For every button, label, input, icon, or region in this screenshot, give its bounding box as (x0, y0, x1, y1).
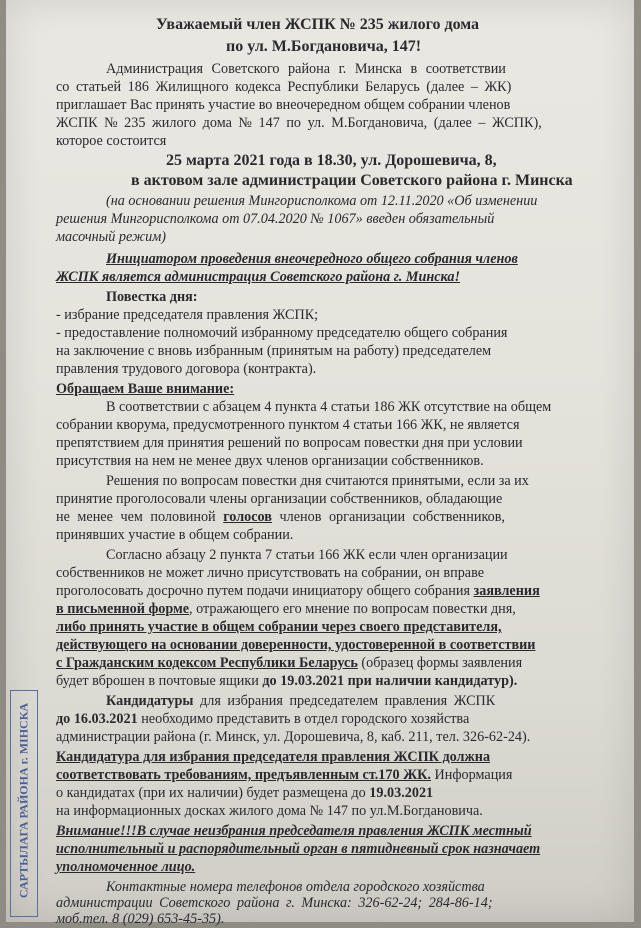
agenda-heading: Повестка дня: (106, 289, 198, 305)
mask-note: (на основании решения Мингорисполкома от 12.11.2020 «Об изменении (106, 193, 538, 209)
title-line-2: по ул. М.Богдановича, 147! (226, 38, 422, 55)
agenda-item: - предоставление полномочий избранному председателю общего собрания (56, 325, 508, 341)
body-line: соответствовать требованиям, предъявленным ст.170 ЖК. Информация (56, 767, 513, 783)
body-line: не менее чем половиной голосов членов организации собственников, (56, 509, 505, 525)
candidate-requirement: Кандидатура для избрания председателя правления ЖСПК должна (56, 749, 491, 765)
body-line: проголосовать досрочно путем подачи инициатору общего собрания заявления (56, 583, 540, 599)
body-line: о кандидатах (при их наличии) будет размещена до 19.03.2021 (56, 785, 434, 801)
agenda-item: - избрание председателя правления ЖСПК; (56, 307, 319, 323)
contacts-line: Контактные номера телефонов отдела городского хозяйства (106, 879, 485, 895)
body-line: принятие проголосовали члены организации собственников, обладающие (56, 491, 503, 507)
body-line: Кандидатуры для избрания председателем правления ЖСПК (106, 693, 496, 709)
contacts-line: моб.тел. 8 (029) 653-45-35). (56, 911, 225, 927)
mask-note: масочный режим) (56, 229, 166, 245)
warning-line: уполномоченное лицо. (56, 859, 196, 875)
body-line: с Гражданским кодексом Республики Беларусь (образец формы заявления (56, 655, 523, 671)
body-line: препятствием для принятия решений по вопросам повестки дня при условии (56, 435, 523, 451)
votes-word: голосов (223, 509, 272, 525)
initiator-line: ЖСПК является администрация Советского района г. Минска! (56, 269, 460, 285)
body-line: Решения по вопросам повестки дня считаются принятыми, если за их (106, 473, 529, 489)
body-line: В соответствии с абзацем 4 пункта 4 статьи 186 ЖК отсутствие на общем (106, 399, 552, 415)
office-stamp (10, 690, 38, 917)
body-line: принявших участие в общем собрании. (56, 527, 294, 543)
contacts-line: администрации Советского района г. Минска: 326-62-24; 284-86-14; (56, 895, 493, 911)
body-line: ЖСПК № 235 жилого дома № 147 по ул. М.Богдановича, (далее – ЖСПК), (56, 115, 542, 131)
body-line: на информационных досках жилого дома № 147 по ул.М.Богдановича. (56, 803, 483, 819)
body-line: собственников не может лично присутствовать на собрании, он вправе (56, 565, 485, 581)
representative-line: действующего на основании доверенности, удостоверенной в соответствии (56, 637, 536, 653)
body-line: которое состоится (56, 133, 167, 149)
body-line: в письменной форме, отражающего его мнение по вопросам повестки дня, (56, 601, 516, 617)
body-line: до 16.03.2021 необходимо представить в отдел городского хозяйства (56, 711, 470, 727)
warning-line: Внимание!!!В случае неизбрания председателя правления ЖСПК местный (56, 823, 532, 839)
body-line: со статьей 186 Жилищного кодекса Республики Беларусь (далее – ЖК) (56, 79, 512, 95)
attention-heading: Обращаем Ваше внимание: (56, 381, 235, 397)
body-line: присутствия на нем не менее двух членов организации собственников. (56, 453, 484, 469)
agenda-item: на заключение с вновь избранным (принятым на работу) председателем (56, 343, 492, 359)
meeting-place: в актовом зале администрации Советского района г. Минска (131, 172, 573, 189)
body-line: собрании кворума, предусмотренного пунктом 4 статьи 166 ЖК, не является (56, 417, 520, 433)
agenda-item: правления трудового договора (контракта). (56, 361, 317, 377)
notice-page (6, 0, 634, 927)
body-line: Согласно абзацу 2 пункта 7 статьи 166 ЖК если член организации (106, 547, 508, 563)
body-line: администрации района (г. Минск, ул. Дорошевича, 8, каб. 211, тел. 326-62-24). (56, 729, 531, 745)
representative-line: либо принять участие в общем собрании через своего представителя, (56, 619, 502, 635)
title-line-1: Уважаемый член ЖСПК № 235 жилого дома (156, 16, 480, 33)
meeting-date: 25 марта 2021 года в 18.30, ул. Дорошевича, 8, (166, 152, 497, 169)
warning-line: исполнительный и распорядительный орган в пятидневный срок назначает (56, 841, 541, 857)
stamp-text: САРТЫЛАГА РАЙОНА г. МІНСКА (16, 702, 31, 899)
body-line: будет вброшен в почтовые ящики до 19.03.2021 при наличии кандидатур). (56, 673, 518, 689)
body-line: Администрация Советского района г. Минска в соответствии (106, 61, 506, 77)
mask-note: решения Мингорисполкома от 07.04.2020 № 1067» введен обязательный (56, 211, 495, 227)
initiator-line: Инициатором проведения внеочередного общего собрания членов (106, 251, 518, 267)
body-line: приглашает Вас принять участие во внеочередном общем собрании членов (56, 97, 511, 113)
